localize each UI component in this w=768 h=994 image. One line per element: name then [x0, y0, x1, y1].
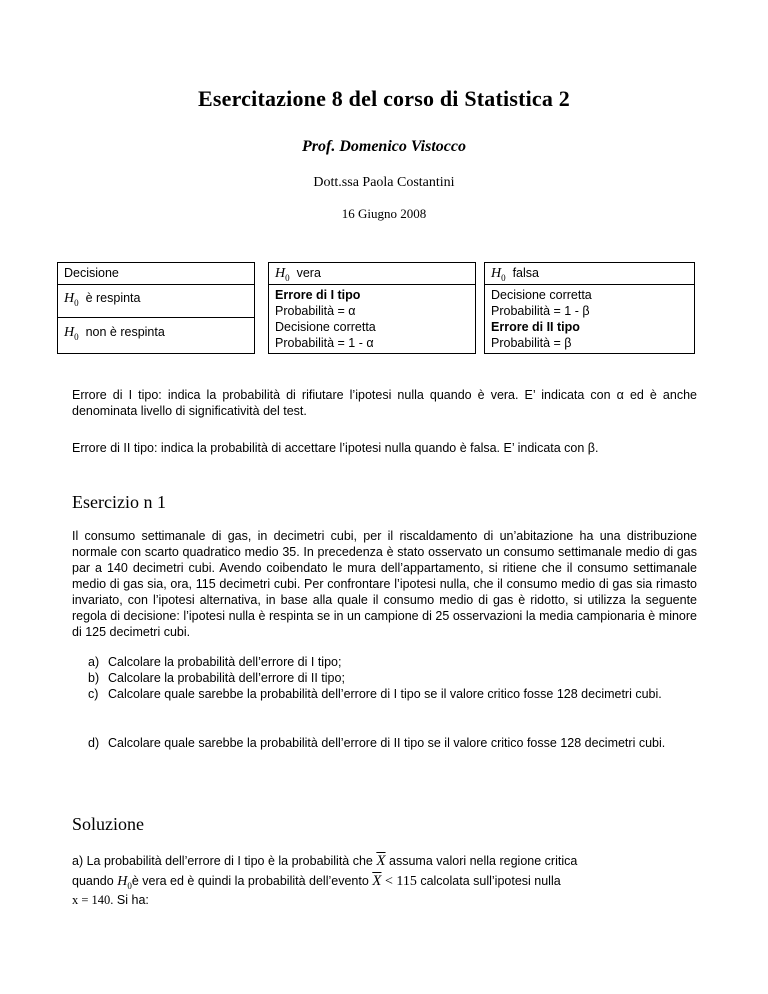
divider: [269, 284, 475, 285]
correct-decision-title: Decisione corretta: [275, 320, 376, 334]
solution-line-3: x = 140. Si ha:: [72, 893, 149, 907]
h0-rejected-label: $H_0$ è respinta: [64, 291, 141, 308]
document-date: 16 Giugno 2008: [341, 206, 427, 221]
exercise-questions: [72, 654, 697, 794]
list-item: c) Calcolare quale sarebbe la probabilità dell’errore di I tipo se il valore critico fosse 128 decimetri cubi.: [88, 687, 662, 701]
type2-error-title: Errore di II tipo: [491, 320, 580, 334]
exercise-text: Il consumo settimanale di gas, in decimetri cubi, per il riscaldamento di un’abitazione ha una distribuzione normale con scarto quadratico medio 35. In precedenza è stato osservato un consumo settimanale medio di gas par a 140 decimetri cubi. Avendo coibendato le mura dell’appartamento, si ritiene che il consumo settimanale medio di gas sia, ora, 115 decimetri cubi. Per confrontare l’ipotesi nulla, che il consumo medio di gas sia rimasto invariato, con l’ipotesi alternativa, in base alla quale il consumo medio di gas è ridotto, si utilizza la seguente regola di decisione: l’ipotesi nulla è respinta se in un campione di 25 osservazioni la media campionaria è minore di 125 decimetri cubi.: [72, 529, 697, 639]
h0-false-column: [484, 262, 695, 354]
exercise-heading: Esercizio n 1: [72, 492, 166, 512]
type1-definition: Errore di I tipo: indica la probabilità di rifiutare l’ipotesi nulla quando è vera. E’ indicata con α ed è anche denominata livello di significatività del test.: [72, 388, 697, 418]
type1-error-prob: Probabilità = α: [275, 304, 356, 318]
list-item: b) Calcolare la probabilità dell’errore di II tipo;: [88, 671, 345, 685]
decision-header: Decisione: [64, 266, 119, 280]
h0-not-rejected-label: $H_0$ non è respinta: [64, 325, 165, 342]
professor-name: Prof. Domenico Vistocco: [302, 138, 466, 155]
solution-line-2: quando $H_0è$ vera ed è quindi la probabilità dell’evento $\overline{X} < 115$ calcolata sull’ipotesi nulla: [72, 873, 561, 891]
solution-heading: Soluzione: [72, 814, 144, 834]
list-item: d) Calcolare quale sarebbe la probabilità dell’errore di II tipo se il valore critico fosse 128 decimetri cubi.: [88, 736, 666, 750]
decision-column: [57, 262, 255, 354]
correct-decision-prob: Probabilità = 1 - α: [275, 336, 374, 350]
h0-true-column: [268, 262, 476, 354]
page-title: Esercitazione 8 del corso di Statistica 2: [198, 86, 570, 111]
list-item: a) Calcolare la probabilità dell’errore di I tipo;: [88, 655, 342, 669]
solution-line-1: a) La probabilità dell’errore di I tipo è la probabilità che $\overline{X}$ assuma valori nella regione critica: [72, 853, 578, 869]
correct-decision-prob: Probabilità = 1 - β: [491, 304, 590, 318]
type2-error-prob: Probabilità = β: [491, 336, 572, 350]
type1-error-title: Errore di I tipo: [275, 288, 361, 302]
divider: [58, 284, 254, 285]
type2-definition: Errore di II tipo: indica la probabilità di accettare l’ipotesi nulla quando è falsa. E’ indicata con β.: [72, 441, 599, 455]
divider: [58, 317, 254, 318]
assistant-name: Dott.ssa Paola Costantini: [313, 175, 455, 190]
h0-false-header: $H_0$ falsa: [491, 266, 539, 283]
h0-true-header: $H_0$ vera: [275, 266, 321, 283]
correct-decision-title: Decisione corretta: [491, 288, 592, 302]
divider: [485, 284, 694, 285]
